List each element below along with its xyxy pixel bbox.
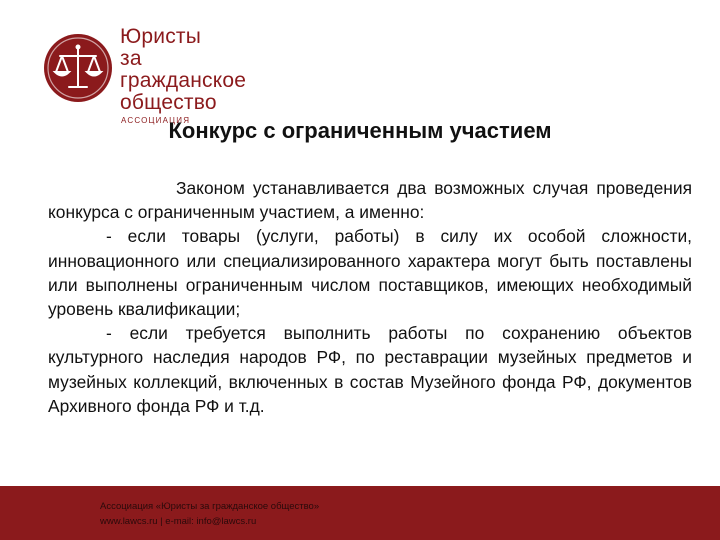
slide-title: Конкурс с ограниченным участием <box>168 118 552 143</box>
logo-text <box>120 26 262 126</box>
logo-line-1: Юристы <box>120 25 202 48</box>
logo-subtitle: АССОЦИАЦИЯ <box>121 116 191 125</box>
logo-line-3: общество <box>120 91 217 114</box>
footer-association: Ассоциация «Юристы за гражданское общество» <box>100 501 320 512</box>
paragraph-case-1: - если товары (услуги, работы) в силу их особой сложности, инновационного или специализированного характера могут быть поставлены или выполнены ограниченным числом поставщиков, имеющих необходимый уровень квалификации; <box>48 226 692 320</box>
paragraph-case-2: - если требуется выполнить работы по сохранению объектов культурного наследия народов РФ, по реставрации музейных предметов и музейных коллекций, включенных в состав Музейного фонда РФ, документов Архивного фонда РФ и т.д. <box>48 323 692 416</box>
slide-body <box>48 176 692 418</box>
footer-bar <box>0 486 720 540</box>
logo-line-2: за гражданское <box>120 47 247 92</box>
paragraph-intro: Законом устанавливается два возможных случая проведения конкурса с ограниченным участием, а именно: <box>48 178 692 223</box>
footer-contacts: www.lawcs.ru | e-mail: info@lawcs.ru <box>100 516 257 527</box>
scales-of-justice-icon <box>42 32 114 104</box>
logo <box>42 22 262 125</box>
